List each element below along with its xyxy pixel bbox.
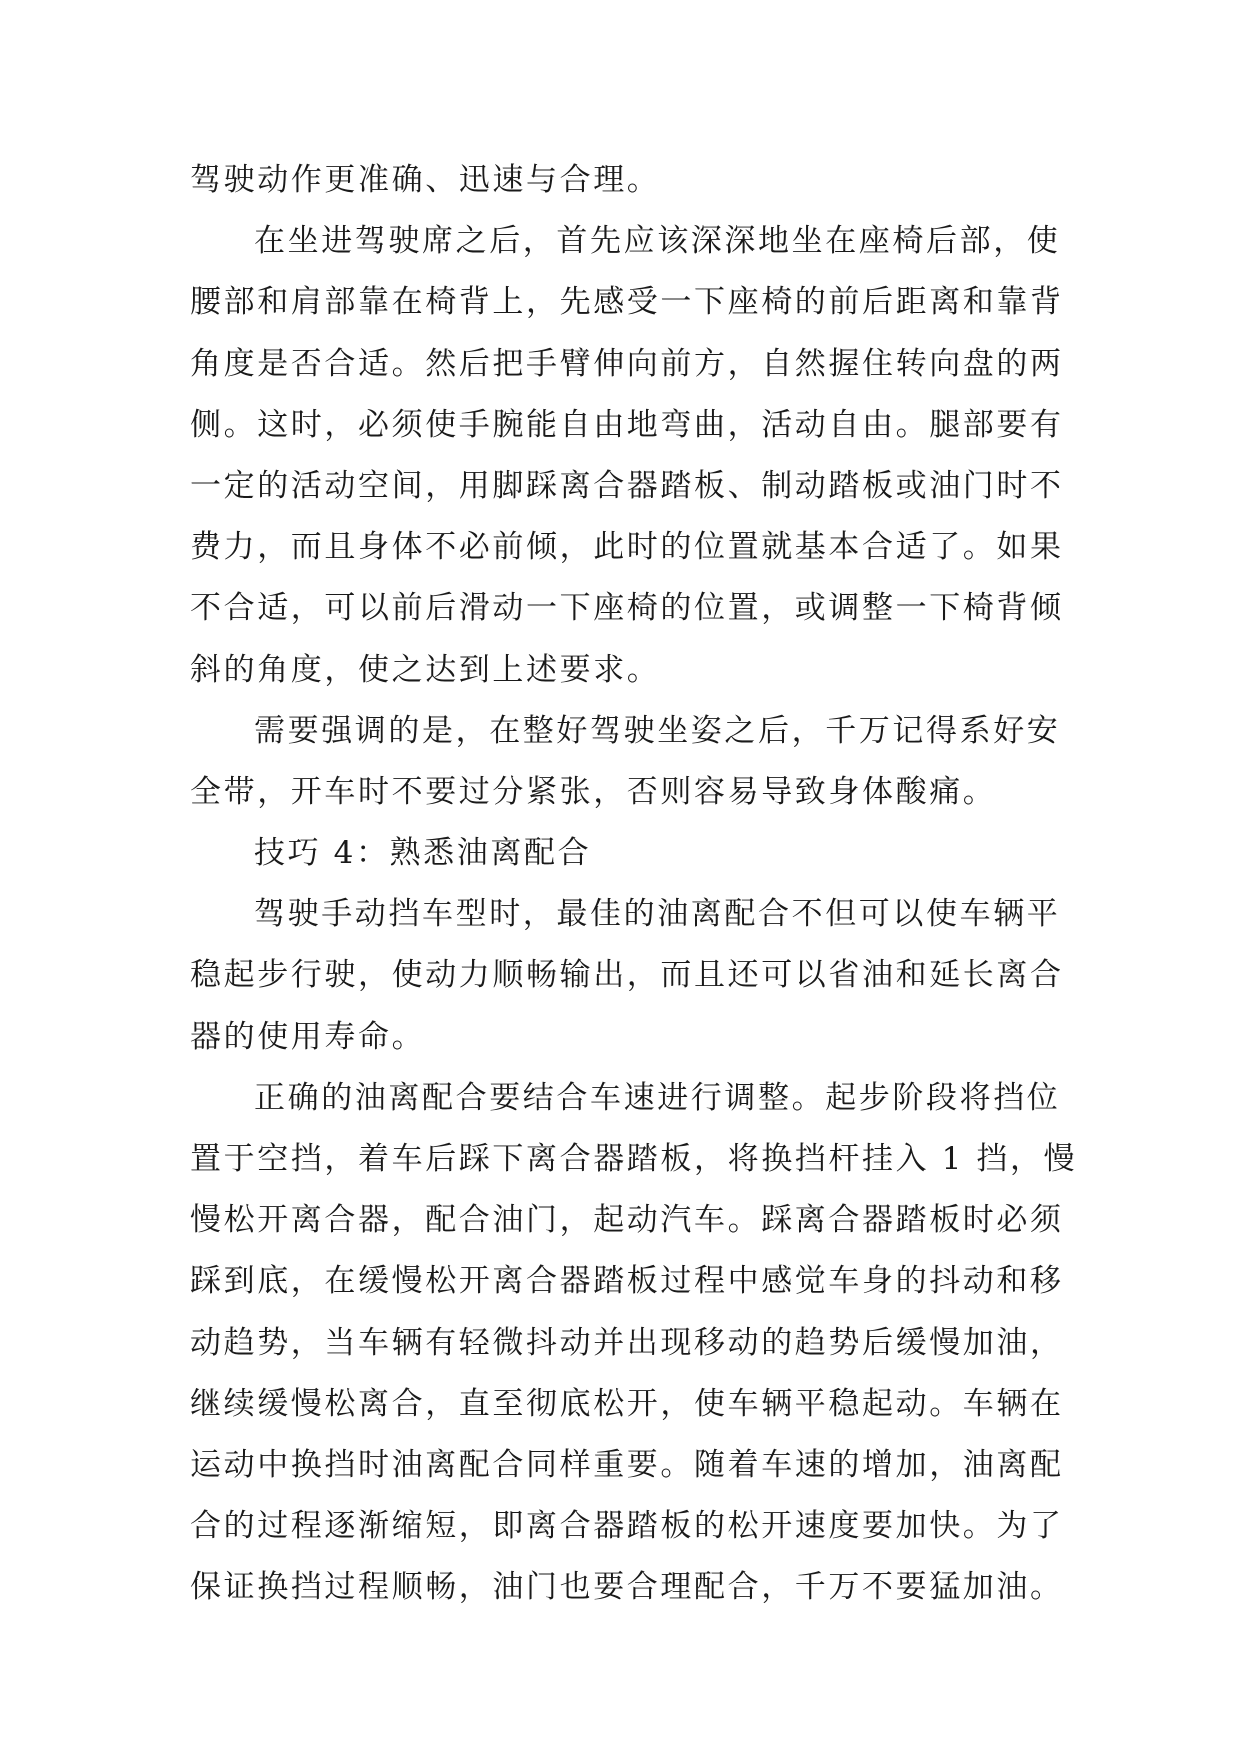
text-line: 费力，而且身体不必前倾，此时的位置就基本合适了。如果 <box>190 529 1064 566</box>
body-text <box>190 150 1078 1619</box>
text-line: 驾驶动作更准确、迅速与合理。 <box>190 162 661 198</box>
text-line: 驾驶手动挡车型时，最佳的油离配合不但可以使车辆平 <box>254 896 1061 933</box>
text-line: 保证换挡过程顺畅，油门也要合理配合，千万不要猛加油。 <box>190 1569 1064 1606</box>
text-line: 运动中换挡时油离配合同样重要。随着车速的增加，油离配 <box>190 1446 1064 1483</box>
text-line: 正确的油离配合要结合车速进行调整。起步阶段将挡位 <box>254 1079 1061 1116</box>
text-line: 稳起步行驶，使动力顺畅输出，而且还可以省油和延长离合 <box>190 957 1064 994</box>
text-line: 动趋势，当车辆有轻微抖动并出现移动的趋势后缓慢加油， <box>190 1324 1064 1361</box>
text-line: 在坐进驾驶席之后，首先应该深深地坐在座椅后部，使 <box>254 223 1061 260</box>
text-line: 合的过程逐渐缩短，即离合器踏板的松开速度要加快。为了 <box>190 1508 1064 1545</box>
text-line: 斜的角度，使之达到上述要求。 <box>190 651 661 688</box>
text-line: 继续缓慢松离合，直至彻底松开，使车辆平稳起动。车辆在 <box>190 1385 1064 1422</box>
text-line: 腰部和肩部靠在椅背上，先感受一下座椅的前后距离和靠背 <box>190 284 1064 321</box>
section-heading: 技巧 4：熟悉油离配合 <box>254 835 592 872</box>
text-line: 器的使用寿命。 <box>190 1018 426 1055</box>
text-line: 全带，开车时不要过分紧张，否则容易导致身体酸痛。 <box>190 773 997 810</box>
text-line: 需要强调的是，在整好驾驶坐姿之后，千万记得系好安 <box>254 712 1061 749</box>
text-line: 角度是否合适。然后把手臂伸向前方，自然握住转向盘的两 <box>190 345 1064 382</box>
text-line: 置于空挡，着车后踩下离合器踏板，将换挡杆挂入 1 挡，慢 <box>190 1141 1078 1177</box>
text-line: 踩到底，在缓慢松开离合器踏板过程中感觉车身的抖动和移 <box>190 1263 1064 1300</box>
text-line: 慢松开离合器，配合油门，起动汽车。踩离合器踏板时必须 <box>190 1202 1064 1239</box>
text-line: 不合适，可以前后滑动一下座椅的位置，或调整一下椅背倾 <box>190 590 1064 627</box>
text-line: 一定的活动空间，用脚踩离合器踏板、制动踏板或油门时不 <box>190 467 1064 504</box>
text-line: 侧。这时，必须使手腕能自由地弯曲，活动自由。腿部要有 <box>190 406 1064 443</box>
